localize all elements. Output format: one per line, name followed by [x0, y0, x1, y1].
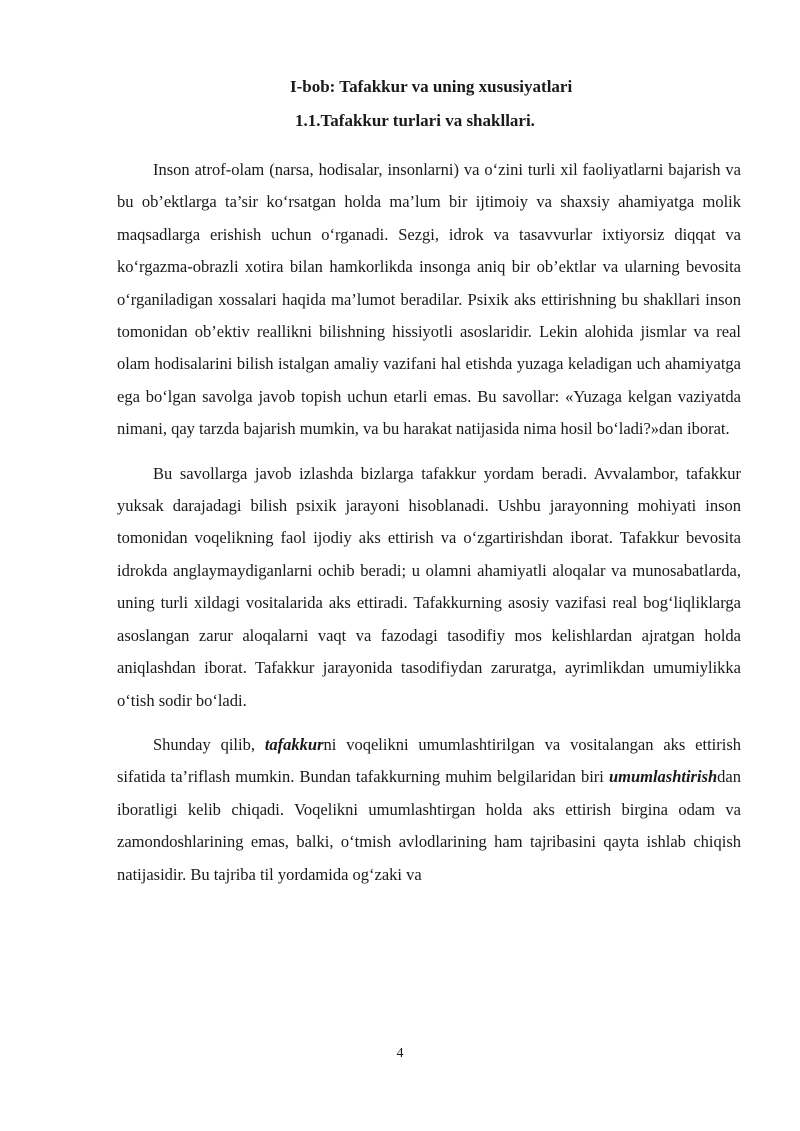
- paragraph-1: Inson atrof-olam (narsa, hodisalar, insonlarni) va o‘zini turli xil faoliyatlarni bajarish va bu ob’ektlarga ta’sir ko‘rsatgan holda ma’lum bir ijtimoiy va shaxsiy ahamiyatga molik maqsadlarga erishish uchun o‘rganadi. Sezgi, idrok va tasavvurlar ixtiyorsiz diqqat va ko‘rgazma-obrazli xotira bilan hamkorlikda insonga aniq bir ob’ektlar va ularning bevosita o‘rganiladigan xossalari haqida ma’lumot beradilar. Psixik aks ettirishning bu shakllari inson tomonidan ob’ektiv reallikni bilishning hissiyotli asoslaridir. Lekin alohida jismlar va real olam hodisalarini bilish istalgan amaliy vazifani hal etishda yuzaga keladigan uch ahamiyatga ega bo‘lgan savolga javob topish uchun etarli emas. Bu savollar: «Yuzaga kelgan vaziyatda nimani, qay tarzda bajarish mumkin, va bu harakat natijasida nima hosil bo‘ladi?»dan iborat.: [117, 160, 741, 439]
- paragraph-3-text-3: dan iboratligi kelib chiqadi. Voqelikni umumlashtirgan holda aks ettirish birgina odam va zamondoshlarining emas, balki, o‘tmish avlodlarining ham tajribasini qayta ishlab chiqish natijasidir. Bu tajriba til yordamida og‘zaki va: [117, 767, 741, 884]
- term-umumlashtirish: umumlashtirish: [608, 767, 718, 787]
- paragraph-3-text-1: Shunday qilib,: [153, 734, 265, 754]
- page-number: 4: [396, 1046, 404, 1061]
- section-title: 1.1.Tafakkur turlari va shakllari.: [295, 111, 535, 130]
- term-tafakkur: tafakkur: [264, 734, 324, 754]
- body-text: [117, 154, 741, 891]
- paragraph-2: Bu savollarga javob izlashda bizlarga tafakkur yordam beradi. Avvalambor, tafakkur yuksak darajadagi bilish psixik jarayoni hisoblanadi. Ushbu jarayonning mohiyati inson tomonidan voqelikning faol ijodiy aks ettirish va o‘zgartirishdan iborat. Tafakkur bevosita idrokda anglaymaydiganlarni ochib beradi; u olamni ahamiyatli aloqalar va munosabatlarda, uning turli xildagi vositalarida aks ettiradi. Tafakkurning asosiy vazifasi real bog‘liqliklarga asoslangan zarur aloqalarni vaqt va fazodagi tasodifiy mos kelishlardan ajratgan holda aniqlashdan iborat. Tafakkur jarayonida tasodifiydan zaruratga, ayrimlikdan umumiylikka o‘tish sodir bo‘ladi.: [117, 463, 741, 710]
- chapter-title: I-bob: Tafakkur va uning xususiyatlari: [290, 77, 573, 96]
- paragraph-3-text-2: ni voqelikni umumlashtirilgan va vositalangan aks ettirish sifatida ta’riflash mumkin. Bundan tafakkurning muhim belgilaridan biri: [117, 734, 741, 787]
- paragraph-3: [117, 729, 741, 891]
